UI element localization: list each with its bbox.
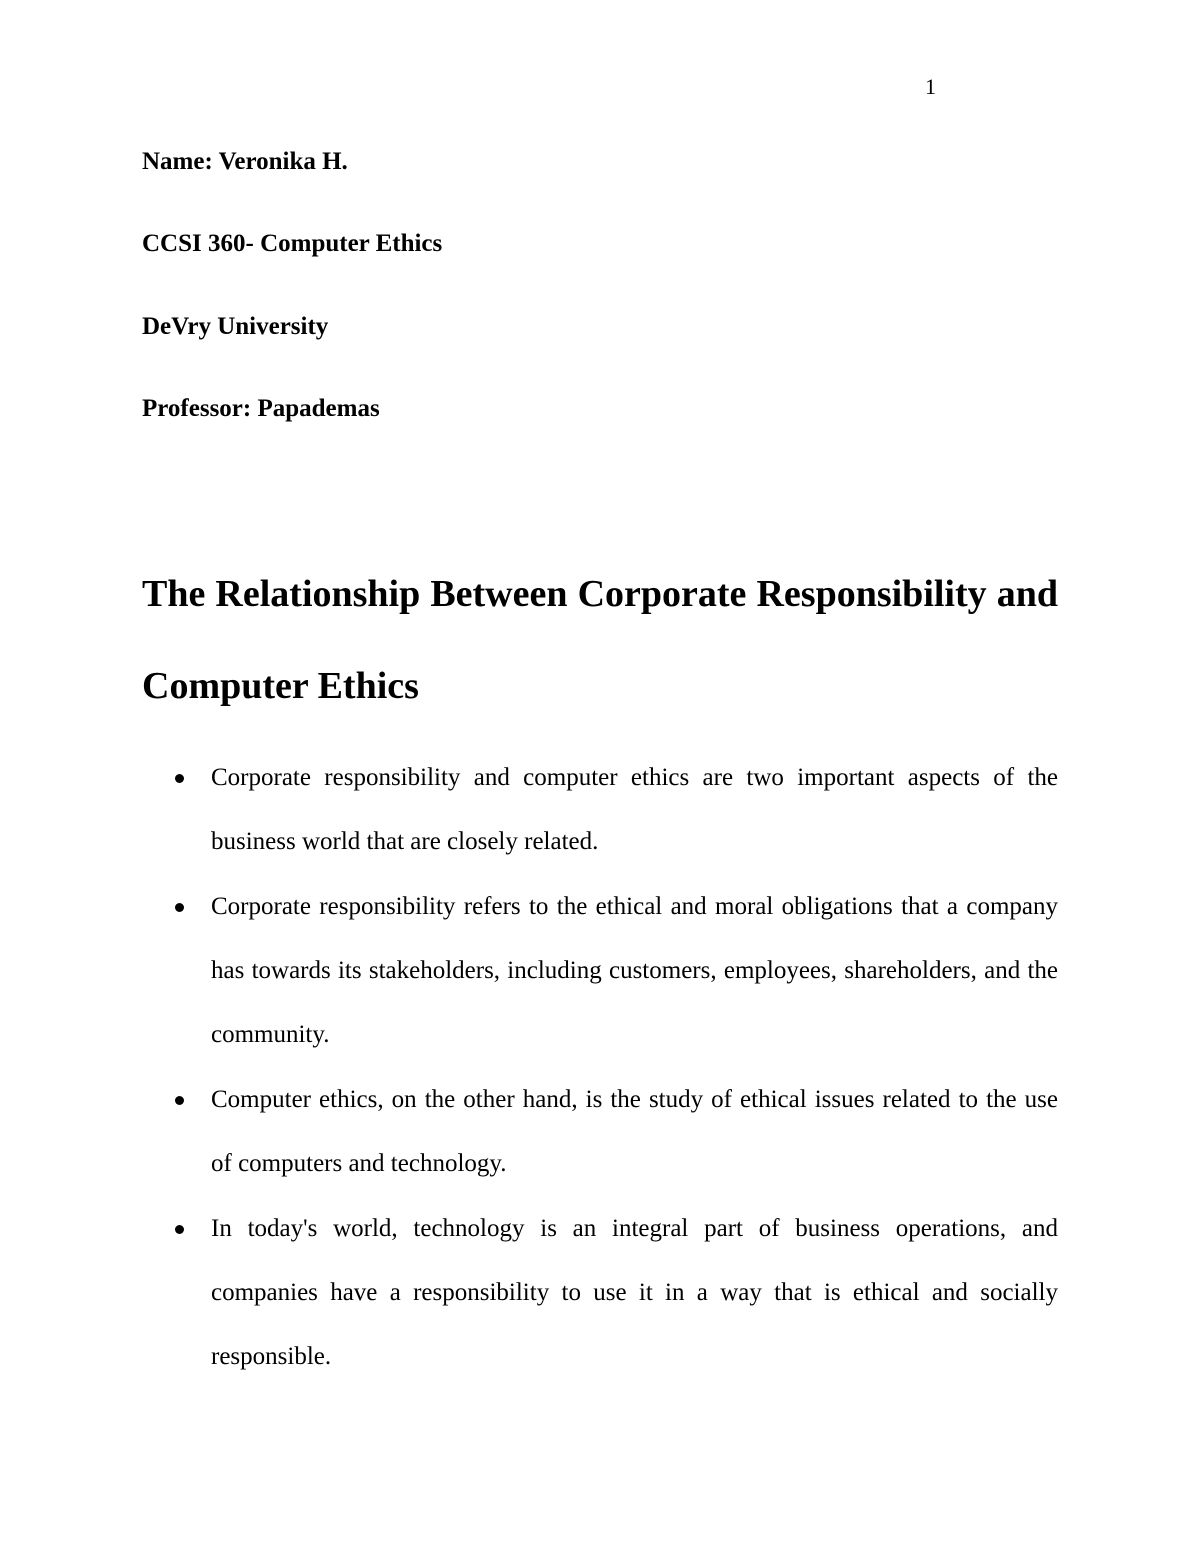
bullet-text: Computer ethics, on the other hand, is the study of ethical issues related to the use of computers and technology. [211, 1086, 1058, 1177]
bullet-dot-icon [175, 1225, 184, 1234]
university-name: DeVry University [142, 313, 329, 340]
bullet-text: Corporate responsibility refers to the ethical and moral obligations that a company has towards its stakeholders, including customers, employees, shareholders, and the community. [211, 893, 1058, 1048]
bullet-dot-icon [175, 1096, 184, 1105]
bullet-item [142, 1197, 1058, 1389]
bullet-item [142, 875, 1058, 1067]
professor-name: Professor: Papademas [142, 395, 380, 422]
course-title: CCSI 360- Computer Ethics [142, 230, 443, 257]
bullet-list [142, 746, 1058, 1390]
bullet-text: Corporate responsibility and computer ethics are two important aspects of the business world that are closely related. [211, 764, 1058, 855]
page-number: 1 [925, 74, 936, 99]
bullet-item [142, 1068, 1058, 1196]
bullet-text: In today's world, technology is an integral part of business operations, and companies have a responsibility to use it in a way that is ethical and socially responsible. [211, 1215, 1058, 1370]
bullet-dot-icon [175, 774, 184, 783]
document-title: The Relationship Between Corporate Responsibility and Computer Ethics [142, 573, 1058, 707]
bullet-item [142, 746, 1058, 874]
bullet-dot-icon [175, 903, 184, 912]
student-name: Name: Veronika H. [142, 148, 348, 175]
